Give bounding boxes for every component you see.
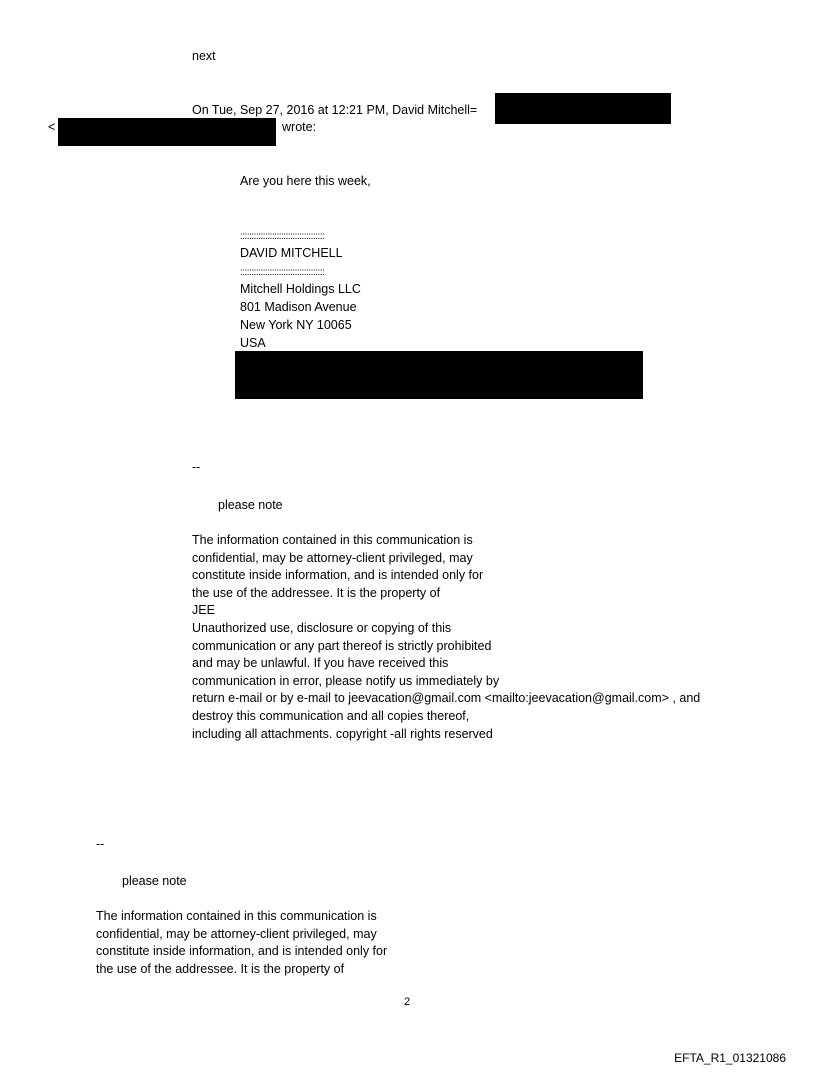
disclaimer-line: JEE bbox=[192, 603, 215, 618]
disclaimer-heading: please note bbox=[218, 498, 283, 512]
disclaimer-line: destroy this communication and all copies thereof, bbox=[192, 708, 470, 723]
disclaimer-line: confidential, may be attorney-client privileged, may bbox=[192, 550, 473, 565]
disclaimer-line: The information contained in this communication is bbox=[96, 909, 377, 923]
quote-header-wrote: wrote: bbox=[282, 120, 317, 134]
signature-name: DAVID MITCHELL bbox=[240, 246, 343, 260]
separator: -- bbox=[192, 460, 201, 474]
disclaimer-line: communication in error, please notify us immediately by bbox=[192, 673, 500, 688]
signature-street: 801 Madison Avenue bbox=[240, 300, 357, 314]
redaction-block bbox=[58, 118, 276, 146]
signature-company: Mitchell Holdings LLC bbox=[240, 282, 361, 296]
document-id: EFTA_R1_01321086 bbox=[674, 1051, 786, 1065]
disclaimer-line: return e-mail or by e-mail to jeevacation@gmail.com <mailto:jeevacation@gmail.com> , and bbox=[192, 691, 701, 706]
disclaimer-line: including all attachments. copyright -all rights reserved bbox=[192, 726, 493, 741]
page-number: 2 bbox=[404, 996, 411, 1008]
signature-dots-top: ::::::::::::::::::::::::::::::::::::: bbox=[240, 231, 325, 242]
redaction-block bbox=[235, 351, 643, 399]
reply-text: next bbox=[192, 49, 216, 63]
signature-country: USA bbox=[240, 336, 266, 350]
quote-header-prefix: < bbox=[48, 120, 56, 134]
disclaimer-line: the use of the addressee. It is the property of bbox=[192, 585, 441, 600]
disclaimer-body bbox=[96, 908, 387, 978]
inner-message-body: Are you here this week, bbox=[240, 174, 371, 188]
disclaimer-line: communication or any part thereof is strictly prohibited bbox=[192, 638, 492, 653]
disclaimer-line: The information contained in this communication is bbox=[192, 533, 473, 547]
disclaimer-line: constitute inside information, and is intended only for bbox=[192, 568, 484, 583]
disclaimer-body bbox=[192, 532, 700, 743]
disclaimer-line: and may be unlawful. If you have received this bbox=[192, 656, 449, 671]
disclaimer-line: Unauthorized use, disclosure or copying of this bbox=[192, 620, 452, 635]
signature-city: New York NY 10065 bbox=[240, 318, 352, 332]
signature-dots-bottom: ::::::::::::::::::::::::::::::::::::: bbox=[240, 267, 325, 278]
disclaimer-line: confidential, may be attorney-client privileged, may bbox=[96, 926, 377, 941]
redaction-block bbox=[495, 93, 671, 124]
disclaimer-line: constitute inside information, and is intended only for bbox=[96, 944, 388, 959]
disclaimer-heading: please note bbox=[122, 874, 187, 888]
disclaimer-line: the use of the addressee. It is the property of bbox=[96, 961, 345, 976]
quote-header-line1: On Tue, Sep 27, 2016 at 12:21 PM, David Mitchell= bbox=[192, 103, 478, 117]
separator: -- bbox=[96, 837, 105, 851]
